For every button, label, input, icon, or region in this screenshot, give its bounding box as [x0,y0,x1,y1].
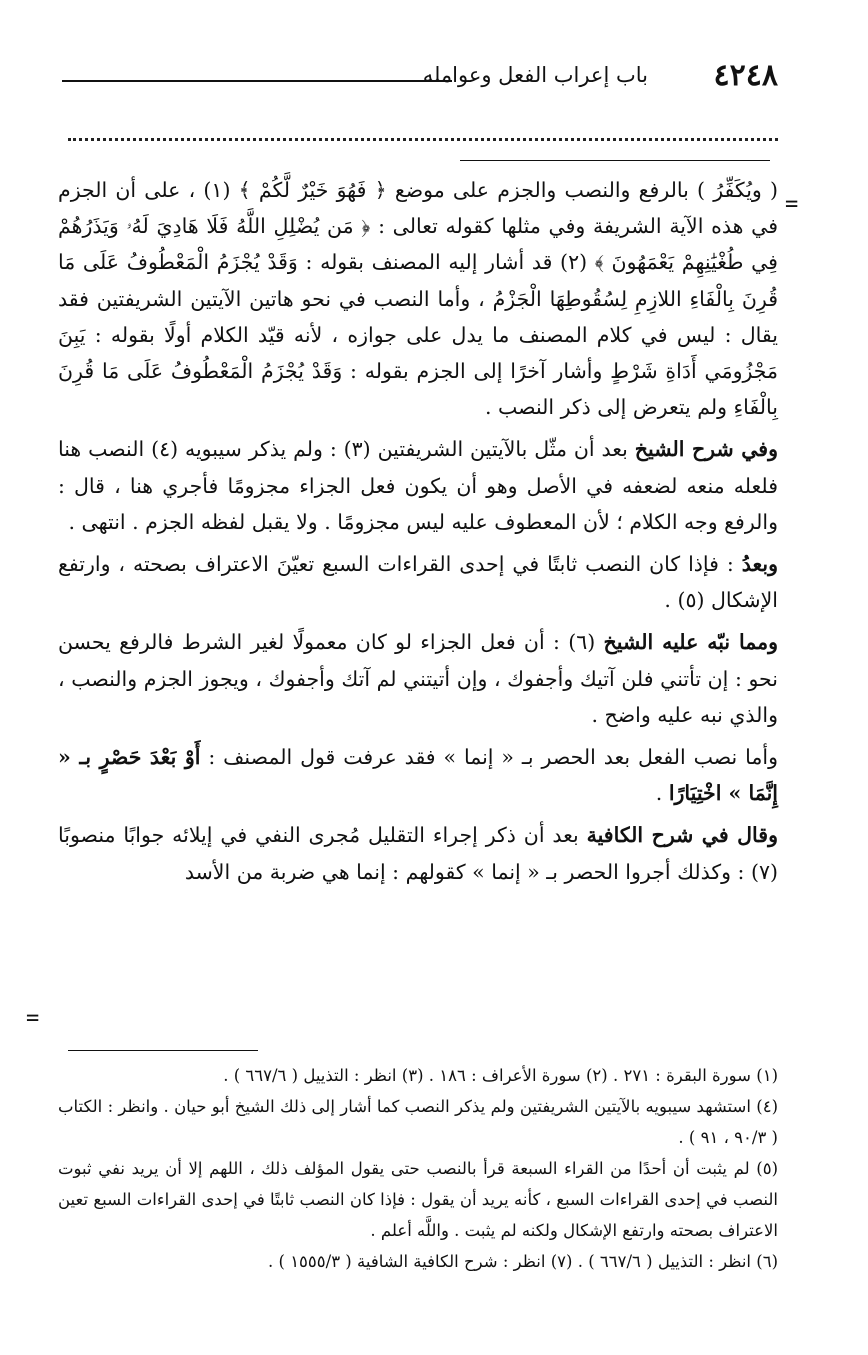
continuation-mark-bottom: = [26,1006,40,1031]
page [58,0,778,1355]
footnote-separator [68,1050,258,1051]
paragraph-2-text: بعد أن مثّل بالآيتين الشريفتين (٣) : ولم يذكر سيبويه (٤) النصب هنا فلعله منعه لضعفه في الأصل وهو أن يكون فعل الجزاء مجزومًا فأجري هنا ، قال : والرفع وجه الكلام ؛ لأن المعطوف عليه ليس مجزومًا . ولا يقبل لفظه الجزم . انتهى . [58,437,778,534]
paragraph-6 [58,817,778,889]
paragraph-5 [58,739,778,811]
paragraph-2 [58,431,778,540]
paragraph-5-text: وأما نصب الفعل بعد الحصر بـ « إنما » فقد عرفت قول المصنف : [200,745,778,770]
paragraph-3 [58,546,778,618]
header-rule [62,80,452,82]
running-title: باب إعراب الفعل وعوامله [422,63,648,87]
paragraph-3-text: : فإذا كان النصب ثابتًا في إحدى القراءات السبع تعيّنَ الاعتراف بصحته ، وارتفع الإشكال (٥) . [58,552,778,613]
paragraph-5-quote: أَوْ بَعْدَ حَصْرٍ بـ « إِنَّمَا » اخْتِيَارًا [58,745,778,806]
footnote-1-3: (١) سورة البقرة : ٢٧١ . (٢) سورة الأعراف : ١٨٦ . (٣) انظر : التذييل ( ٦٦٧/٦ ) . [223,1066,778,1085]
main-text [58,172,778,896]
paragraph-4-lead: ومما نبّه عليه الشيخ [603,630,779,655]
paragraph-2-lead: وفي شرح الشيخ [634,437,778,462]
paragraph-3-lead: وبعدُ [741,552,778,577]
paragraph-6-lead: وقال في شرح الكافية [586,823,779,848]
page-header [58,58,778,98]
paragraph-6-text: بعد أن ذكر إجراء التقليل مُجرى النفي في إيلائه جوابًا منصوبًا (٧) : وكذلك أجروا الحصر بـ « إنما » كقولهم : إنما هي ضربة من الأسد [58,823,778,884]
paragraph-4-text: (٦) : أن فعل الجزاء لو كان معمولًا لغير الشرط فالرفع يحسن نحو : إن تأتني فلن آتيك وأجفوك ، وإن أتيتني لم آتك وأجفوك ، ويجوز الجزم والنصب ، والذي نبه عليه واضح . [58,630,778,727]
top-rule [460,160,770,161]
dotted-divider [68,138,778,141]
footnote-5: (٥) لم يثبت أن أحدًا من القراء السبعة قرأ بالنصب حتى يقول المؤلف ذلك ، اللهم إلا أن يريد نفي ثبوت النصب في إحدى القراءات السبع ، كأنه يريد أن يقول : فإذا كان النصب ثابتًا في إحدى القراءات السبع تعين الاعتراف بصحته وارتفع الإشكال ولكنه لم يثبت . واللَّه أعلم . [58,1159,778,1240]
footnotes [58,1060,778,1277]
footnote-4: (٤) استشهد سيبويه بالآيتين الشريفتين ولم يذكر النصب كما أشار إلى ذلك الشيخ أبو حيان . وانظر : الكتاب ( ٩٠/٣ ، ٩١ ) . [58,1097,778,1147]
paragraph-5-end: . [655,781,669,806]
page-number: ٤٢٤٨ [713,58,778,93]
continuation-mark-top: = [785,192,799,217]
footnote-6-7: (٦) انظر : التذييل ( ٦٦٧/٦ ) . (٧) انظر : شرح الكافية الشافية ( ١٥٥٥/٣ ) . [268,1252,778,1271]
paragraph-1: ( ويُكَفِّرُ ) بالرفع والنصب والجزم على موضع ﴿ فَهُوَ خَيْرٌ لَّكُمْ ﴾ (١) ، على أن الجزم في هذه الآية الشريفة وفي مثلها كقوله تعالى : ﴿ مَن يُضْلِلِ اللَّهُ فَلَا هَادِيَ لَهُۥ وَيَذَرُهُمْ فِي طُغْيَٰنِهِمْ يَعْمَهُونَ ﴾ (٢) قد أشار إليه المصنف بقوله : وَقَدْ يُجْزَمُ الْمَعْطُوفُ عَلَى مَا قُرِنَ بِالْفَاءِ اللازِمِ لِسُقُوطِهَا الْجَزْمُ ، وأما النصب في نحو هاتين الآيتين الشريفتين فقد يقال : ليس في كلام المصنف ما يدل على جوازه ، لأنه قيّد الكلام أولًا بقوله : يَبِنَ مَجْزُومَي أَدَاةِ شَرْطٍ وأشار آخرًا إلى الجزم بقوله : وَقَدْ يُجْزَمُ الْمَعْطُوفُ عَلَى مَا قُرِنَ بِالْفَاءِ ولم يتعرض إلى ذكر النصب . [58,178,779,420]
paragraph-4 [58,624,778,733]
